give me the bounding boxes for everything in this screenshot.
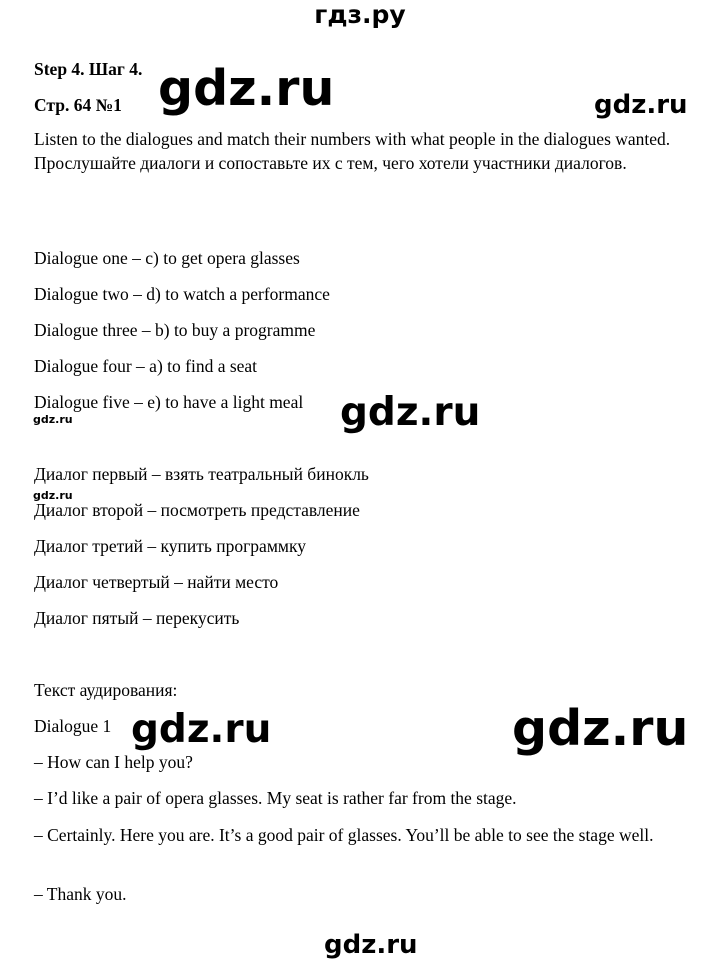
- dialogue-label: Dialogue 1: [34, 716, 112, 736]
- site-header: гдз.ру: [314, 0, 406, 29]
- watermark: gdz.ru: [158, 60, 335, 117]
- instructions-text: Listen to the dialogues and match their numbers with what people in the dialogues wanted. Прослушайте диалоги и сопоставьте их с тем, чего хотели участники диалогов.: [34, 129, 671, 173]
- watermark: gdz.ru: [324, 930, 418, 960]
- answer-ru-5: Диалог пятый – перекусить: [34, 608, 240, 628]
- step-title: Step 4. Шаг 4.: [34, 59, 143, 79]
- watermark: gdz.ru: [340, 390, 481, 435]
- watermark: gdz.ru: [33, 489, 73, 502]
- answer-ru-4: Диалог четвертый – найти место: [34, 572, 279, 592]
- answer-en-2: Dialogue two – d) to watch a performance: [34, 284, 330, 304]
- watermark: gdz.ru: [33, 413, 73, 426]
- answer-en-1: Dialogue one – c) to get opera glasses: [34, 248, 300, 268]
- answer-en-4: Dialogue four – a) to find a seat: [34, 356, 258, 376]
- dialogue-line-2: – I’d like a pair of opera glasses. My seat is rather far from the stage.: [34, 788, 517, 808]
- answer-ru-2: Диалог второй – посмотреть представление: [34, 500, 360, 520]
- watermark: gdz.ru: [512, 700, 689, 757]
- watermark: gdz.ru: [131, 707, 272, 752]
- dialogue-line-4: – Thank you.: [34, 884, 127, 904]
- answer-ru-1: Диалог первый – взять театральный бинокль: [34, 464, 369, 484]
- watermark: gdz.ru: [594, 90, 688, 120]
- dialogue-line-3: – Certainly. Here you are. It’s a good pair of glasses. You’ll be able to see the stage well.: [34, 825, 654, 845]
- dialogue-line-1: – How can I help you?: [34, 752, 193, 772]
- exercise-title: Стр. 64 №1: [34, 95, 122, 115]
- answer-en-5: Dialogue five – e) to have a light meal: [34, 392, 304, 412]
- answer-en-3: Dialogue three – b) to buy a programme: [34, 320, 316, 340]
- transcript-heading: Текст аудирования:: [34, 680, 178, 700]
- answer-ru-3: Диалог третий – купить программку: [34, 536, 306, 556]
